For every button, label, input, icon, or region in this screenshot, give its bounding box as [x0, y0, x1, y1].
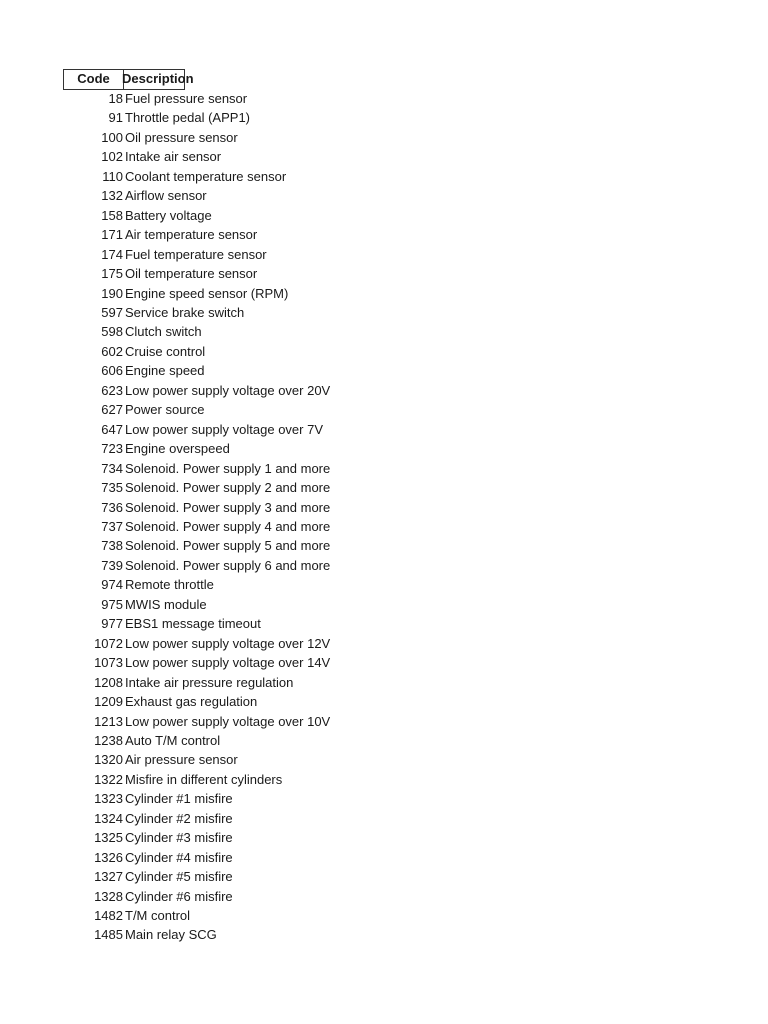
description-cell[interactable]: Coolant temperature sensor	[125, 168, 287, 184]
table-row	[63, 614, 463, 633]
code-cell[interactable]: 598	[101, 324, 123, 340]
code-cell[interactable]: 623	[101, 382, 123, 398]
code-cell[interactable]: 1485	[94, 927, 123, 943]
description-cell[interactable]: Fuel pressure sensor	[125, 91, 248, 106]
table-row	[63, 673, 463, 692]
code-cell[interactable]: 1325	[94, 830, 123, 846]
table-row	[63, 634, 463, 653]
code-cell[interactable]: 100	[101, 129, 123, 145]
code-cell[interactable]: 1208	[94, 674, 123, 690]
description-cell[interactable]: Throttle pedal (APP1)	[125, 110, 251, 126]
table-row	[63, 322, 463, 341]
description-cell[interactable]: Engine overspeed	[125, 441, 230, 457]
table-row	[63, 517, 463, 536]
table-row	[63, 478, 463, 497]
description-cell[interactable]: Fuel temperature sensor	[125, 246, 267, 262]
description-cell[interactable]: Solenoid. Power supply 1 and more	[125, 460, 331, 476]
code-cell[interactable]: 739	[101, 557, 123, 573]
code-cell[interactable]: 975	[101, 596, 123, 612]
code-cell[interactable]: 1328	[94, 888, 123, 904]
code-cell[interactable]: 602	[101, 343, 123, 359]
code-cell[interactable]: 174	[101, 246, 123, 262]
table-row	[63, 789, 463, 808]
description-cell[interactable]: Cylinder #4 misfire	[125, 849, 233, 865]
table-row	[63, 264, 463, 283]
description-cell[interactable]: Misfire in different cylinders	[125, 771, 283, 787]
table-row	[63, 653, 463, 672]
code-cell[interactable]: 171	[101, 227, 123, 243]
code-cell[interactable]: 735	[101, 480, 123, 496]
code-cell[interactable]: 91	[108, 110, 123, 126]
table-row	[63, 381, 463, 400]
code-cell[interactable]: 1238	[94, 732, 123, 748]
table-row	[63, 342, 463, 361]
description-cell[interactable]: Cylinder #2 misfire	[125, 810, 233, 826]
code-cell[interactable]: 738	[101, 538, 123, 554]
code-cell[interactable]: 1322	[94, 771, 123, 787]
description-cell[interactable]: Solenoid. Power supply 4 and more	[125, 518, 331, 534]
code-cell[interactable]: 597	[101, 304, 123, 320]
description-cell[interactable]: Intake air sensor	[125, 149, 222, 165]
table-row	[63, 750, 463, 769]
table-row	[63, 459, 463, 478]
description-cell[interactable]: Solenoid. Power supply 5 and more	[125, 538, 331, 554]
description-cell[interactable]: Low power supply voltage over 14V	[125, 655, 331, 671]
description-cell[interactable]: Engine speed	[125, 363, 205, 379]
code-cell[interactable]: 736	[101, 499, 123, 515]
code-cell[interactable]: 1320	[94, 752, 123, 768]
table-row	[63, 147, 463, 166]
description-cell[interactable]: Low power supply voltage over 20V	[125, 382, 331, 398]
table-row	[63, 906, 463, 925]
description-cell[interactable]: Power source	[125, 402, 205, 418]
code-cell[interactable]: 1073	[94, 655, 123, 671]
description-cell[interactable]: Low power supply voltage over 10V	[125, 713, 331, 729]
table-row	[63, 887, 463, 906]
code-cell[interactable]: 1209	[94, 694, 123, 710]
description-cell[interactable]: EBS1 message timeout	[125, 616, 261, 632]
description-cell[interactable]: Cylinder #5 misfire	[125, 869, 233, 885]
description-cell[interactable]: Solenoid. Power supply 2 and more	[125, 480, 331, 496]
description-column-header[interactable]: Description	[124, 69, 185, 90]
code-cell[interactable]: 158	[101, 207, 123, 223]
description-cell[interactable]: Remote throttle	[125, 577, 214, 593]
code-cell[interactable]: 1213	[94, 713, 123, 729]
table-row	[63, 284, 463, 303]
table-row	[63, 595, 463, 614]
table-row	[63, 400, 463, 419]
description-cell[interactable]: Cruise control	[125, 343, 206, 359]
description-cell[interactable]: Oil pressure sensor	[125, 129, 238, 145]
code-cell[interactable]: 627	[101, 402, 123, 418]
description-cell[interactable]: Exhaust gas regulation	[125, 694, 258, 710]
description-cell[interactable]: Engine speed sensor (RPM)	[125, 285, 289, 301]
description-cell[interactable]: Intake air pressure regulation	[125, 674, 294, 690]
fault-code-table	[63, 89, 463, 945]
code-cell[interactable]: 1482	[94, 908, 123, 924]
table-header-row	[63, 69, 194, 89]
table-row	[63, 89, 463, 108]
table-row	[63, 828, 463, 847]
code-cell[interactable]: 18	[108, 91, 123, 106]
description-cell[interactable]: Air temperature sensor	[125, 227, 258, 243]
code-cell[interactable]: 723	[101, 441, 123, 457]
description-cell[interactable]: Auto T/M control	[125, 732, 221, 748]
table-row	[63, 245, 463, 264]
description-cell[interactable]: MWIS module	[125, 596, 207, 612]
table-row	[63, 770, 463, 789]
table-row	[63, 575, 463, 594]
description-cell[interactable]: Solenoid. Power supply 3 and more	[125, 499, 331, 515]
code-cell[interactable]: 132	[101, 188, 123, 204]
table-row	[63, 225, 463, 244]
description-cell[interactable]: Main relay SCG	[125, 927, 217, 943]
code-cell[interactable]: 977	[101, 616, 123, 632]
code-cell[interactable]: 1324	[94, 810, 123, 826]
table-row	[63, 186, 463, 205]
table-row	[63, 556, 463, 575]
table-row	[63, 925, 463, 944]
table-row	[63, 420, 463, 439]
table-row	[63, 692, 463, 711]
code-cell[interactable]: 175	[101, 266, 123, 282]
description-cell[interactable]: Cylinder #6 misfire	[125, 888, 233, 904]
description-cell[interactable]: Low power supply voltage over 7V	[125, 421, 324, 437]
table-row	[63, 867, 463, 886]
description-cell[interactable]: Battery voltage	[125, 207, 212, 223]
code-cell[interactable]: 734	[101, 460, 123, 476]
description-cell[interactable]: Oil temperature sensor	[125, 266, 258, 282]
code-cell[interactable]: 737	[101, 518, 123, 534]
code-cell[interactable]: 606	[101, 363, 123, 379]
description-cell[interactable]: Clutch switch	[125, 324, 202, 340]
description-cell[interactable]: Cylinder #3 misfire	[125, 830, 233, 846]
table-row	[63, 712, 463, 731]
table-row	[63, 439, 463, 458]
code-cell[interactable]: 1326	[94, 849, 123, 865]
description-cell[interactable]: Cylinder #1 misfire	[125, 791, 233, 807]
description-cell[interactable]: Low power supply voltage over 12V	[125, 635, 331, 651]
table-row	[63, 848, 463, 867]
table-row	[63, 303, 463, 322]
description-cell[interactable]: Airflow sensor	[125, 188, 207, 204]
table-row	[63, 206, 463, 225]
table-row	[63, 108, 463, 127]
code-cell[interactable]: 974	[101, 577, 123, 593]
table-row	[63, 128, 463, 147]
description-cell[interactable]: Service brake switch	[125, 304, 245, 320]
table-row	[63, 731, 463, 750]
code-cell[interactable]: 102	[101, 149, 123, 165]
table-row	[63, 536, 463, 555]
table-row	[63, 498, 463, 517]
table-row	[63, 361, 463, 380]
description-cell[interactable]: Air pressure sensor	[125, 752, 238, 768]
code-cell[interactable]: 1323	[94, 791, 123, 807]
code-cell[interactable]: 647	[101, 421, 123, 437]
code-cell[interactable]: 1072	[94, 635, 123, 651]
code-cell[interactable]: 190	[101, 285, 123, 301]
description-cell[interactable]: T/M control	[125, 908, 191, 924]
code-column-header[interactable]: Code	[63, 69, 124, 90]
description-cell[interactable]: Solenoid. Power supply 6 and more	[125, 557, 331, 573]
code-cell[interactable]: 1327	[94, 869, 123, 885]
table-row	[63, 809, 463, 828]
table-row	[63, 167, 463, 186]
code-cell[interactable]: 110	[102, 168, 123, 184]
